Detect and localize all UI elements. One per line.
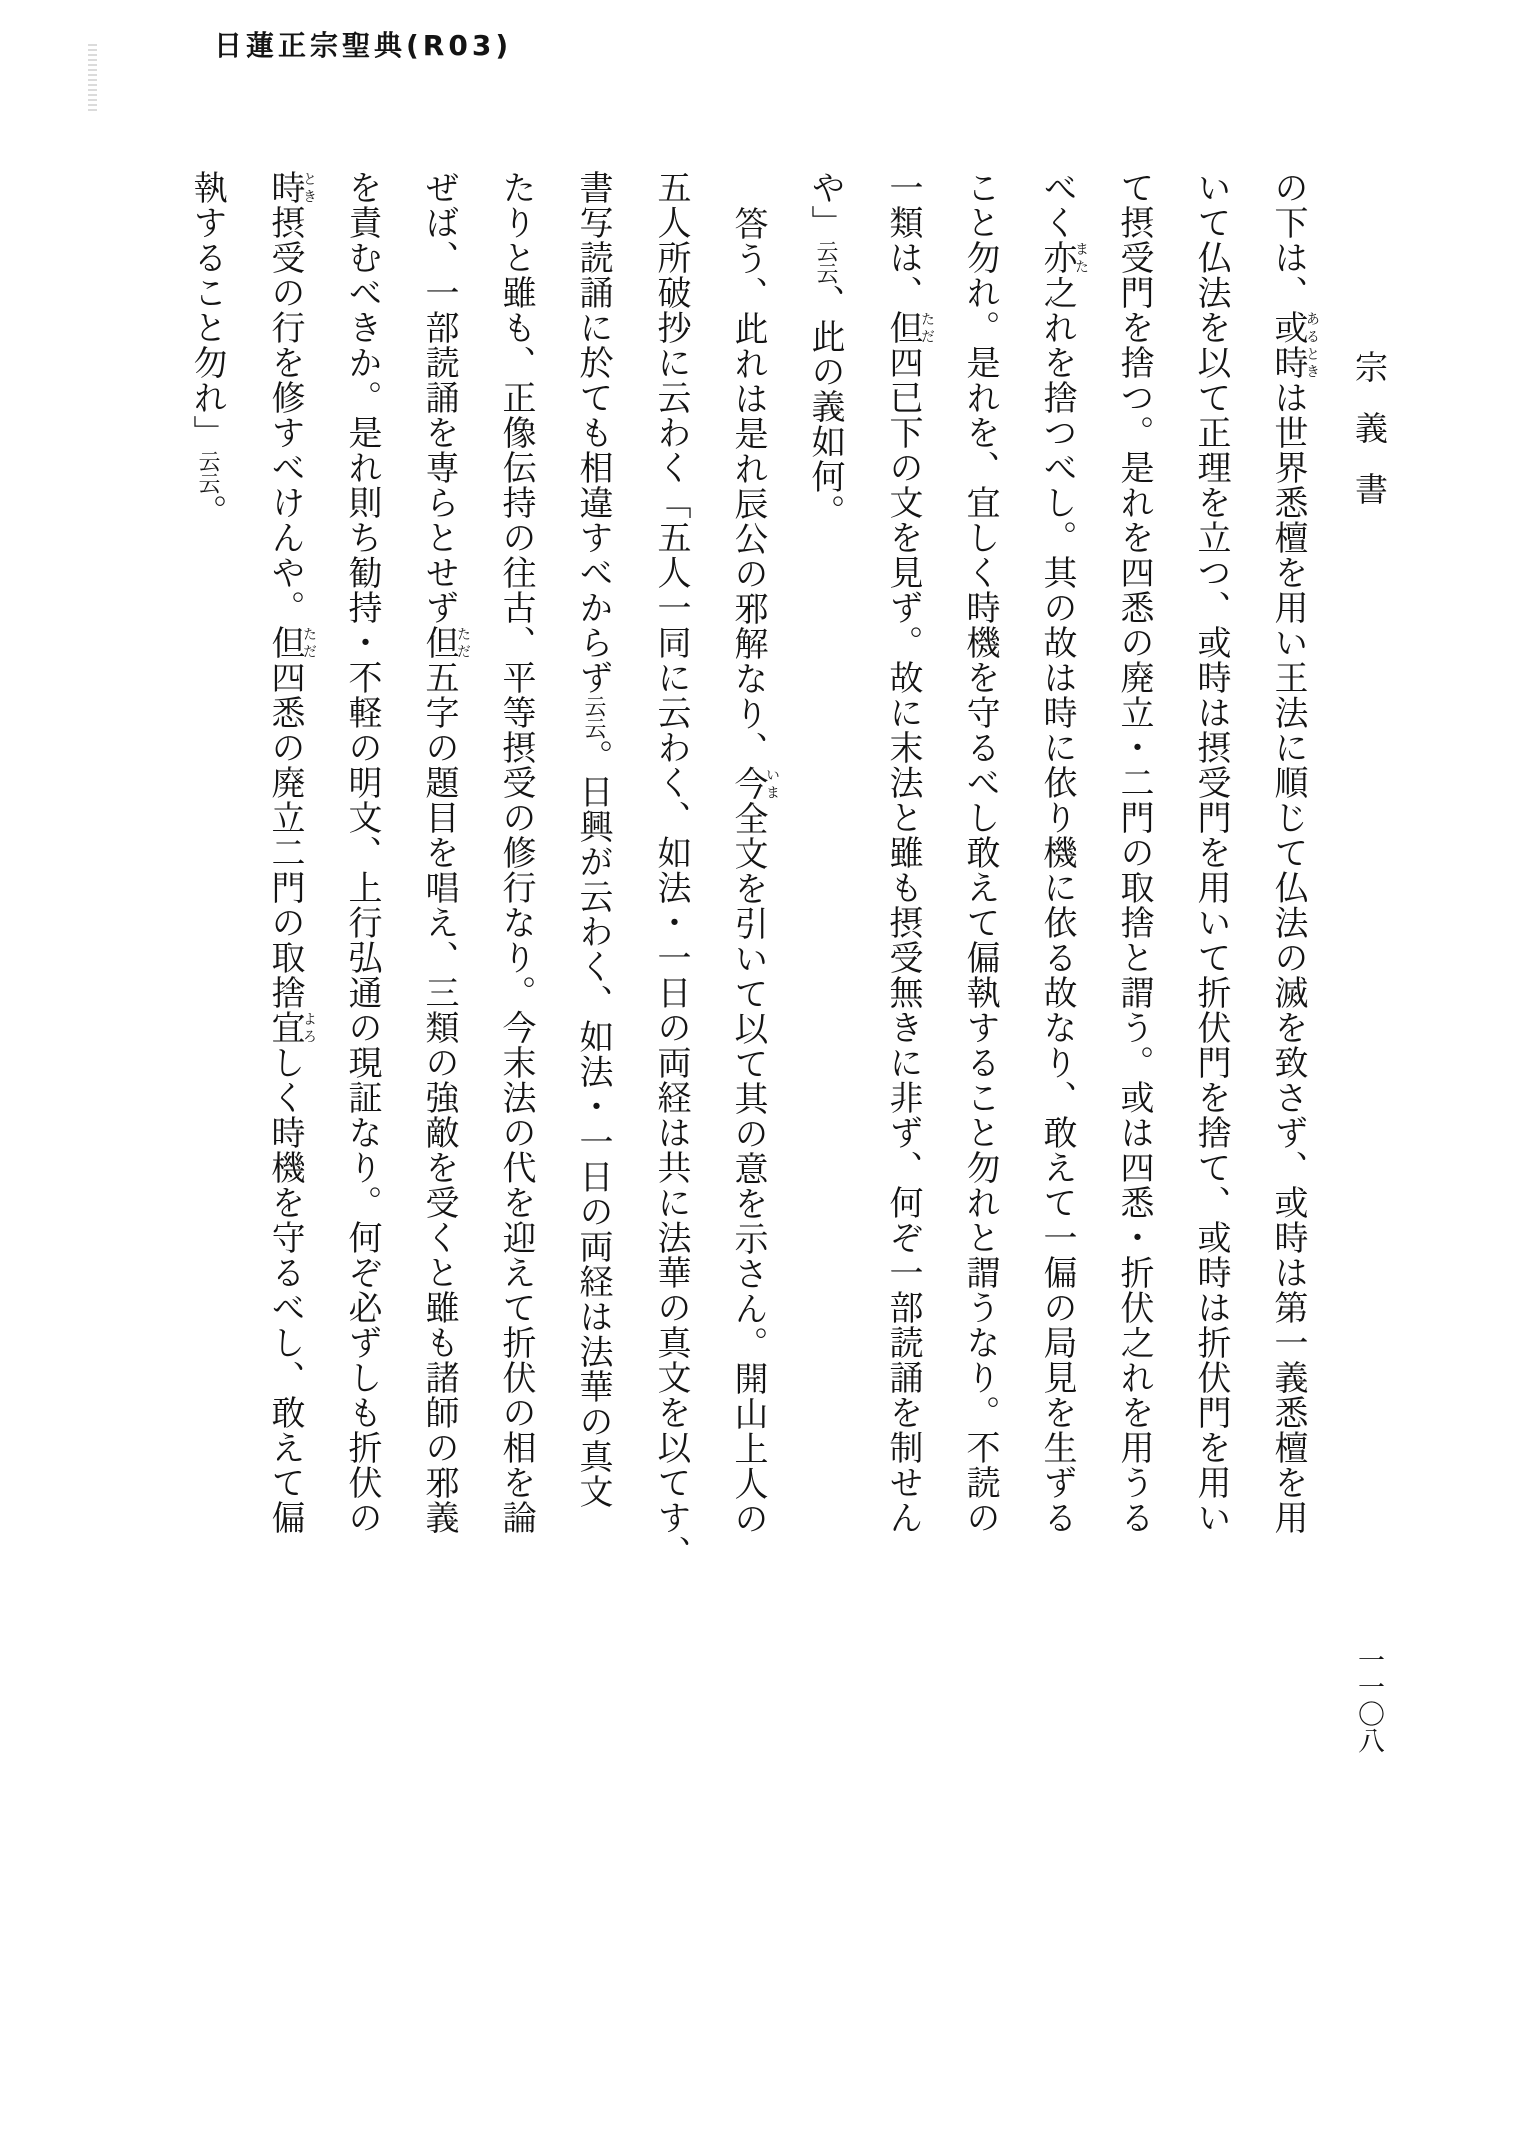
- text-column: [246, 170, 323, 1590]
- text-run: こと勿れ。是れを、宜しく時機を守るべし敢えて偏執すること勿れと謂うなり。不読の: [960, 170, 1000, 1535]
- ruby-annotated-text: 時とき: [265, 170, 317, 205]
- page-number: 一一〇八: [1353, 1646, 1384, 1754]
- text-run: 之れを捨つべし。其の故は時に依り機に依る故なり、敢えて一偏の局見を生ずる: [1037, 275, 1077, 1535]
- text-column: [1249, 170, 1326, 1590]
- text-run: 一類は、: [883, 170, 923, 310]
- ruby-annotated-text: 宜よろ: [265, 1010, 317, 1045]
- text-run: 書写読誦に於ても相違すべからず: [573, 170, 613, 695]
- text-column: [786, 170, 864, 1590]
- ruby-annotated-text: 或時あるとき: [1268, 310, 1320, 380]
- text-run: 四悉の廃立二門の取捨: [265, 660, 305, 1010]
- text-run: 。日興が云わく、如法・一日の両経は法華の真文: [573, 739, 613, 1509]
- text-run: て摂受門を捨つ。是れを四悉の廃立・二門の取捨と謂う。或は四悉・折伏之れを用うる: [1114, 170, 1154, 1535]
- text-run: 摂受の行を修すべけんや。: [265, 205, 305, 625]
- ruby-annotated-text: 但ただ: [419, 625, 471, 660]
- kanbun-note: 云云: [195, 450, 220, 494]
- text-run: いて仏法を以て正理を立つ、或時は摂受門を用いて折伏門を捨て、或時は折伏門を用い: [1191, 170, 1231, 1535]
- scan-artifact: [88, 44, 97, 114]
- text-run: しく時機を守るべし、敢えて偏: [265, 1045, 305, 1535]
- text-column: [554, 170, 632, 1590]
- text-run: ぜば、一部読誦を専らとせず: [419, 170, 459, 625]
- text-run: 四已下の文を見ず。故に末法と雖も摂受無きに非ず、何ぞ一部読誦を制せん: [883, 345, 923, 1535]
- text-column: [323, 170, 400, 1590]
- text-run: 全文を引いて以て其の意を示さん。開山上人の: [728, 801, 768, 1536]
- book-title: 日蓮正宗聖典(R03): [214, 29, 513, 62]
- ruby-annotated-text: 但ただ: [883, 310, 935, 345]
- text-column: [477, 170, 554, 1590]
- text-column: [1018, 170, 1095, 1590]
- text-run: を責むべきか。是れ則ち勧持・不軽の明文、上行弘通の現証なり。何ぞ必ずしも折伏の: [342, 170, 382, 1535]
- text-column: [1095, 170, 1172, 1590]
- section-label: 宗義書: [1350, 350, 1389, 534]
- text-run: 、此の義如何。: [805, 284, 845, 529]
- text-column: [941, 170, 1018, 1590]
- kanbun-note: 云云: [581, 695, 606, 739]
- text-run: の下は、: [1268, 170, 1308, 310]
- text-run: は世界悉檀を用い王法に順じて仏法の滅を致さず、或時は第一義悉檀を用: [1268, 380, 1308, 1535]
- ruby-annotated-text: 但ただ: [265, 625, 317, 660]
- text-run: たりと雖も、正像伝持の往古、平等摂受の修行なり。今末法の代を迎えて折伏の相を論: [496, 170, 536, 1535]
- text-run: 執すること勿れ」: [187, 170, 227, 450]
- text-column: [168, 170, 246, 1590]
- text-run: 五人所破抄に云わく「五人一同に云わく、如法・一日の両経は共に法華の真文を以てす、: [651, 170, 691, 1570]
- text-run: 。: [187, 494, 227, 529]
- kanbun-note: 云云: [813, 240, 838, 284]
- text-run: 五字の題目を唱え、三類の強敵を受くと雖も諸師の邪義: [419, 660, 459, 1535]
- text-column: [632, 170, 709, 1590]
- ruby-annotated-text: 亦また: [1037, 240, 1089, 275]
- text-run: 答う、此れは是れ辰公の邪解なり、: [728, 206, 768, 766]
- text-run: べく: [1037, 170, 1077, 240]
- text-column: [1172, 170, 1249, 1590]
- text-column: [709, 170, 786, 1590]
- text-column: [400, 170, 477, 1590]
- main-text-block: [168, 170, 1326, 1600]
- text-run: や」: [805, 170, 845, 240]
- ruby-annotated-text: 今いま: [728, 766, 780, 801]
- text-column: [864, 170, 941, 1590]
